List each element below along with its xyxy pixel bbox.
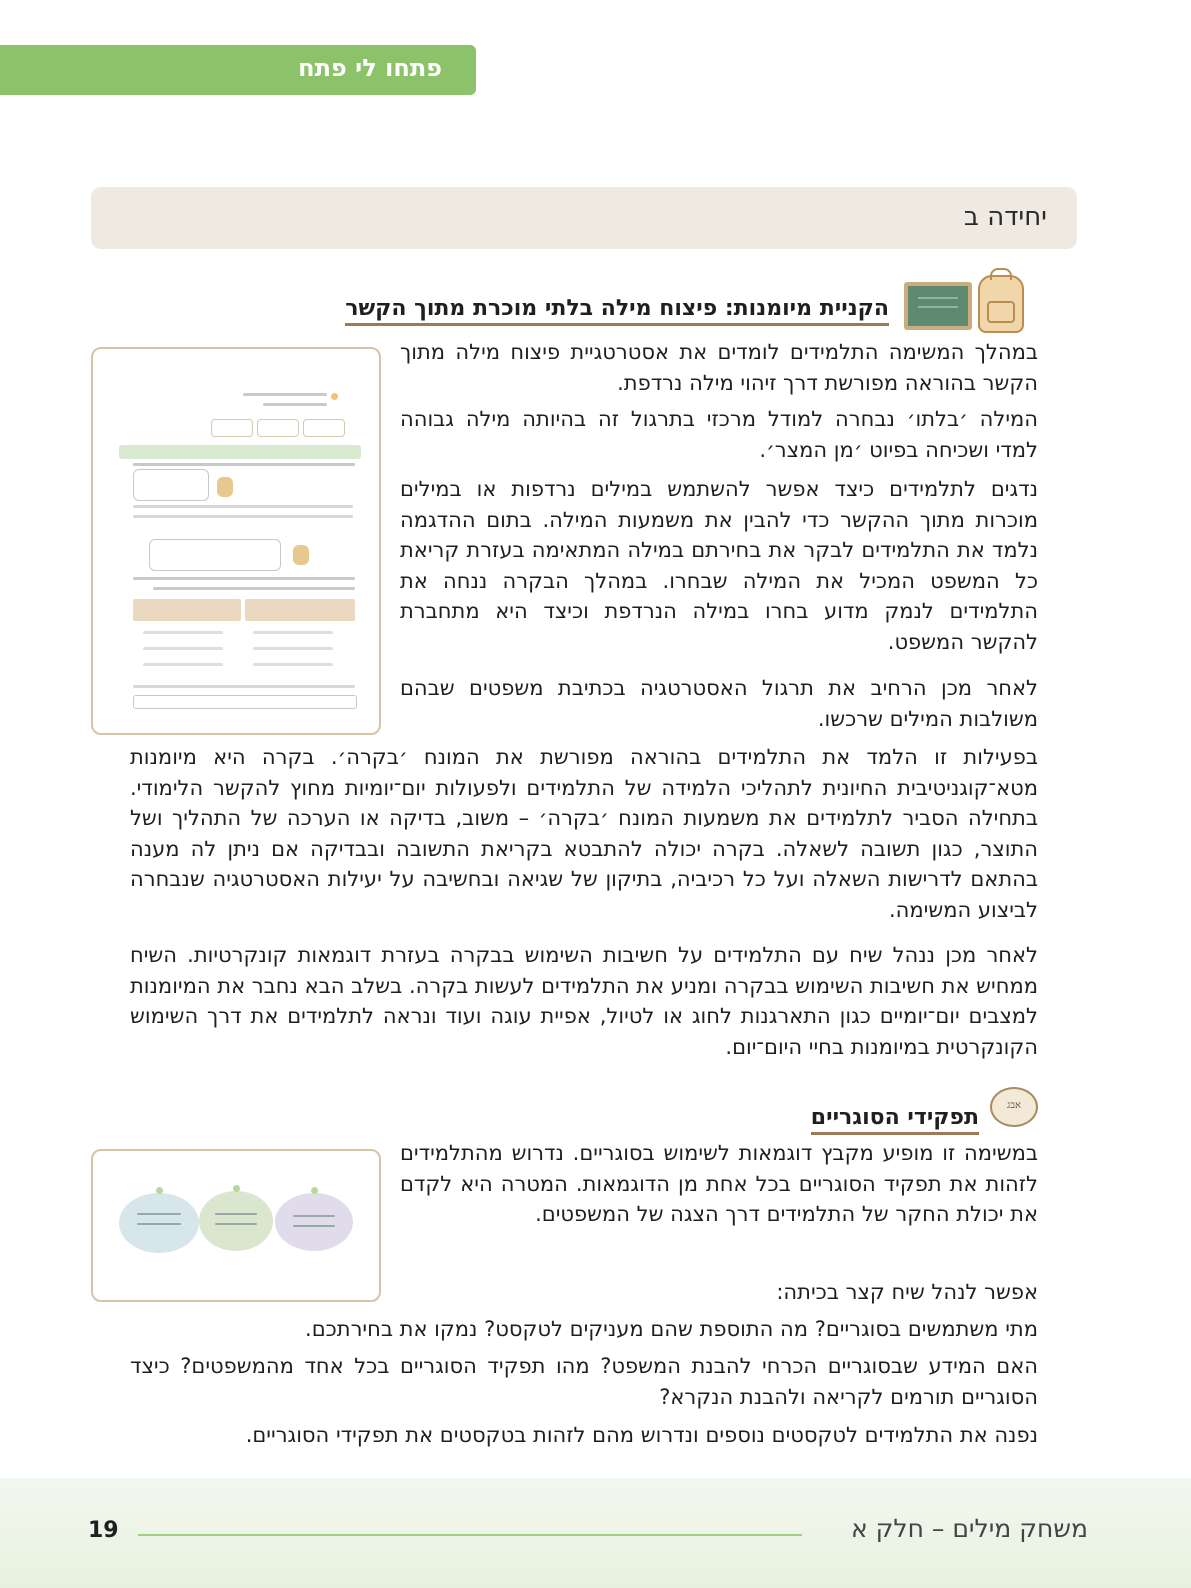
thumb-table-row <box>143 631 223 634</box>
paragraph: לאחר מכן הרחיב את תרגול האסטרטגיה בכתיבת משפטים שבהם משולבות המילים שרכשו. <box>400 676 1038 731</box>
thumb-pin-icon <box>311 1187 318 1194</box>
thumb-table-row <box>253 631 333 634</box>
thumb-character-icon <box>217 477 233 497</box>
section-title-skill: הקניית מיומנות: פיצוח מילה בלתי מוכרת מתוך הקשר <box>345 296 889 326</box>
page-number: 19 <box>88 1518 119 1543</box>
paragraph: האם המידע שבסוגריים הכרחי להבנת המשפט? מהו תפקיד הסוגריים בכל אחד מהמשפטים? כיצד הסוגריים תורמים לקריאה ולהבנת הנקרא? <box>130 1354 1038 1409</box>
thumb-text-line <box>133 505 353 508</box>
thumb-bullet-icon <box>331 393 338 400</box>
thumb-pin-icon <box>156 1187 163 1194</box>
parentheses-thumbnail <box>91 1149 381 1302</box>
thumb-text-line <box>215 1223 257 1225</box>
thumb-text-line <box>293 1225 335 1227</box>
page-footer <box>0 1478 1191 1588</box>
paragraph: לאחר מכן ננהל שיח עם התלמידים על חשיבות השימוש בבקרה בעזרת דוגמאות קונקרטיות. השיח ממחיש את חשיבות השימוש בבקרה ומניע את התלמידים לעשות בקרה. בשלב הבא נחבר את המיומנות למצבים יום־יומיים כגון התארגנות לחוג או לטיול, אפיית עוגה ועוד ונראה לתלמידים את דרך השימוש הקונקרטית במיומנות בחיי היום־יום. <box>130 943 1038 1059</box>
thumb-text-line <box>137 1223 181 1225</box>
thumb-table-row <box>143 663 223 666</box>
paragraph: נפנה את התלמידים לטקסטים נוספים ונדרוש מהם לזהות בטקסטים את תפקידי הסוגריים. <box>245 1423 1038 1447</box>
thumb-table-header <box>245 599 355 621</box>
thumb-word-tag <box>211 419 253 437</box>
thumb-pin-icon <box>233 1185 240 1192</box>
thumb-green-band <box>119 445 361 459</box>
chapter-tab <box>0 45 476 95</box>
thumb-blob-purple <box>275 1193 353 1251</box>
unit-title: יחידה ב <box>963 202 1047 232</box>
thumb-table-header <box>133 599 241 621</box>
thumb-table-row <box>253 663 333 666</box>
thumb-speech-box <box>149 539 281 571</box>
thumb-text-line <box>133 515 353 518</box>
thumb-blob-green <box>199 1191 273 1251</box>
thumb-table-row <box>143 647 223 650</box>
thumb-character-icon <box>293 545 309 565</box>
section-heading-parentheses <box>811 1105 979 1135</box>
paragraph: מתי משתמשים בסוגריים? מה התוספת שהם מעניקים לטקסט? נמקו את בחירתכם. <box>305 1317 1038 1341</box>
speech-bubble-icon <box>990 1087 1038 1127</box>
thumb-text-line <box>137 1213 181 1215</box>
chalkboard-icon <box>904 282 972 330</box>
thumb-text-line <box>293 1215 335 1217</box>
backpack-icon <box>978 275 1024 333</box>
paragraph: במהלך המשימה התלמידים לומדים את אסטרטגיית פיצוח מילה מתוך הקשר בהוראה מפורשת דרך זיהוי מילה נרדפת. <box>400 340 1038 395</box>
worksheet-thumbnail <box>91 347 381 735</box>
paragraph: המילה ׳בלתו׳ נבחרה למודל מרכזי בתרגול זה בהיותה מילה גבוהה למדי ושכיחה בפיוט ׳מן המצר׳. <box>400 407 1038 462</box>
thumb-table-row <box>253 647 333 650</box>
paragraph: בפעילות זו הלמד את התלמידים בהוראה מפורשת את המונח ׳בקרה׳. בקרה היא מיומנות מטא־קוגניטיבית החיונית לתהליכי הלמידה של התלמידים ולפעולות יום־יומיות מחוץ להקשר הלימודי. בתחילה הסביר לתלמידים את משמעות המונח ׳בקרה׳ – משוב, בדיקה או הערכה של התהליך ושל התוצר, כגון תשובה לשאלה. בקרה יכולה להתבטא בקריאת התשובה ובבדיקה אם ניתן לה מענה בהתאם לדרישות השאלה ועל כל רכיביה, בתיקון של שגיאה ובחשיבה על יעילות האסטרטגיה שנבחרה לביצוע המשימה. <box>130 745 1038 922</box>
thumb-text-line <box>153 587 355 590</box>
chapter-tab-label: פתחו לי פתח <box>298 54 442 82</box>
thumb-text-line <box>263 403 327 406</box>
paragraph: במשימה זו מופיע מקבץ דוגמאות לשימוש בסוגריים. נדרוש מהתלמידים לזהות את תפקיד הסוגריים בכל אחת מן הדוגמאות. המטרה היא לקדם את יכולת החקר של התלמידים דרך הצגה של המשפטים. <box>400 1141 1038 1226</box>
unit-bar <box>91 187 1077 249</box>
thumb-text-line <box>133 577 355 580</box>
thumb-text-line <box>133 685 355 688</box>
thumb-speech-box <box>133 469 209 501</box>
thumb-text-line <box>215 1213 257 1215</box>
thumb-word-tag <box>257 419 299 437</box>
thumb-answer-box <box>133 695 357 709</box>
book-title: משחק מילים – חלק א <box>851 1514 1088 1543</box>
paragraph: נדגים לתלמידים כיצד אפשר להשתמש במילים נרדפות או במילים מוכרות מתוך ההקשר כדי להבין את משמעות המילה. בתום ההדגמה נלמד את התלמידים לבקר את בחירתם במילה המתאימה בעזרת קריאת כל המשפט המכיל את המילה שבחרו. במהלך הבקרה ננחה את התלמידים לנמק מדוע בחרו במילה הנרדפת וכיצד היא מתחברת להקשר המשפט. <box>400 477 1038 654</box>
thumb-text-line <box>133 463 355 466</box>
thumb-text-line <box>243 393 327 396</box>
speech-bubble-label: אבג <box>1006 1100 1022 1111</box>
footer-divider <box>138 1534 802 1536</box>
paragraph: אפשר לנהל שיח קצר בכיתה: <box>776 1280 1038 1304</box>
section-heading-skill <box>345 296 889 326</box>
thumb-word-tag <box>303 419 345 437</box>
section-title-parentheses: תפקידי הסוגריים <box>811 1105 979 1135</box>
